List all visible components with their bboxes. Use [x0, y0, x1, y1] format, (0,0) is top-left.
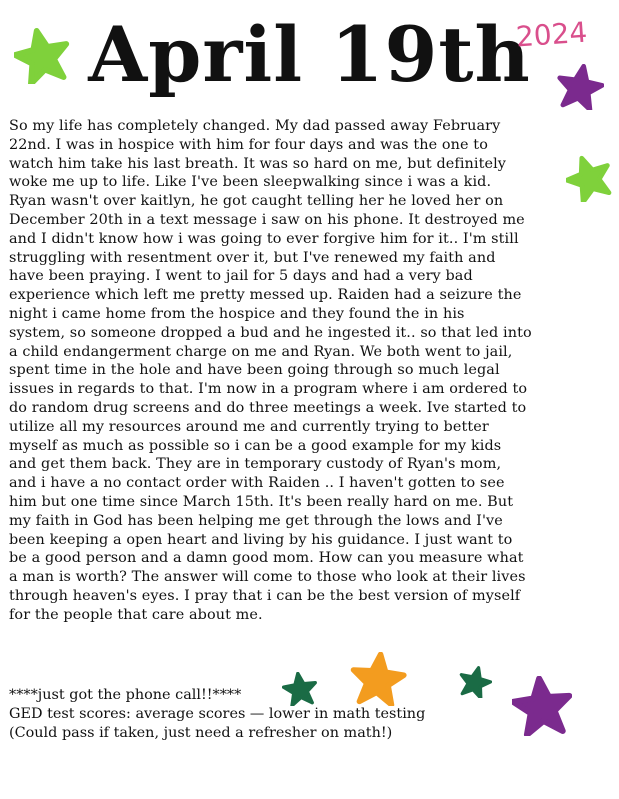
notes-section — [9, 686, 509, 743]
journal-entry — [9, 117, 609, 625]
journal-line: experience which left me pretty messed up. Raiden had a seizure the — [9, 287, 522, 304]
journal-line: So my life has completely changed. My dad passed away February — [9, 118, 501, 134]
journal-line: system, so someone dropped a bud and he ingested it.. so that led into — [9, 324, 532, 341]
phone-call-note: ****just got the phone call!!**** — [9, 687, 242, 703]
journal-line: for the people that care about me. — [9, 606, 263, 623]
ged-scores-note: GED test scores: average scores — lower in math testing — [9, 706, 426, 722]
purple-star-icon — [512, 676, 572, 736]
journal-line: watch him take his last breath. It was so hard on me, but definitely — [9, 155, 507, 172]
teal-star-icon — [458, 666, 492, 698]
journal-line: myself as much as possible so i can be a good example for my kids — [9, 437, 502, 454]
journal-line: struggling with resentment over it, but I've renewed my faith and — [9, 249, 496, 266]
journal-line: a man is worth? The answer will come to those who look at their lives — [9, 569, 526, 586]
journal-line: and get them back. They are in temporary custody of Ryan's mom, — [9, 456, 502, 473]
green-star-icon — [566, 154, 612, 202]
journal-line: through heaven's eyes. I pray that i can be the best version of myself — [9, 587, 521, 604]
journal-line: issues in regards to that. I'm now in a program where i am ordered to — [9, 381, 528, 398]
journal-line: night i came home from the hospice and they found the in his — [9, 305, 465, 322]
journal-line: woke me up to life. Like I've been sleepwalking since i was a kid. — [9, 174, 492, 191]
ged-refresher-note: (Could pass if taken, just need a refresher on math!) — [9, 725, 393, 741]
journal-line: my faith in God has been helping me get through the lows and I've — [9, 512, 503, 529]
journal-line: and i have a no contact order with Raiden .. I haven't gotten to see — [9, 475, 505, 492]
teal-star-icon — [282, 672, 318, 706]
journal-line: December 20th in a text message i saw on his phone. It destroyed me — [9, 211, 525, 228]
journal-line: been keeping a open heart and living by his guidance. I just want to — [9, 531, 513, 548]
journal-line: and I didn't know how i was going to ever forgive him for it.. I'm still — [9, 230, 519, 247]
journal-line: him but one time since March 15th. It's been really hard on me. But — [9, 493, 514, 510]
journal-line: Ryan wasn't over kaitlyn, he got caught telling her he loved her on — [9, 193, 504, 210]
journal-line: a child endangerment charge on me and Ryan. We both went to jail, — [9, 343, 513, 360]
journal-line: have been praying. I went to jail for 5 days and had a very bad — [9, 268, 473, 285]
journal-line: do random drug screens and do three meetings a week. Ive started to — [9, 399, 527, 416]
year-label: 2024 — [514, 15, 589, 54]
green-star-icon — [14, 28, 70, 84]
journal-line: be a good person and a damn good mom. How can you measure what — [9, 550, 524, 567]
journal-line: utilize all my resources around me and currently trying to better — [9, 418, 489, 435]
page-title: April 19th — [88, 10, 531, 99]
purple-star-icon — [556, 64, 604, 110]
journal-line: spent time in the hole and have been going through so much legal — [9, 362, 500, 379]
orange-star-icon — [344, 652, 412, 706]
journal-line: 22nd. I was in hospice with him for four days and was the one to — [9, 136, 488, 153]
